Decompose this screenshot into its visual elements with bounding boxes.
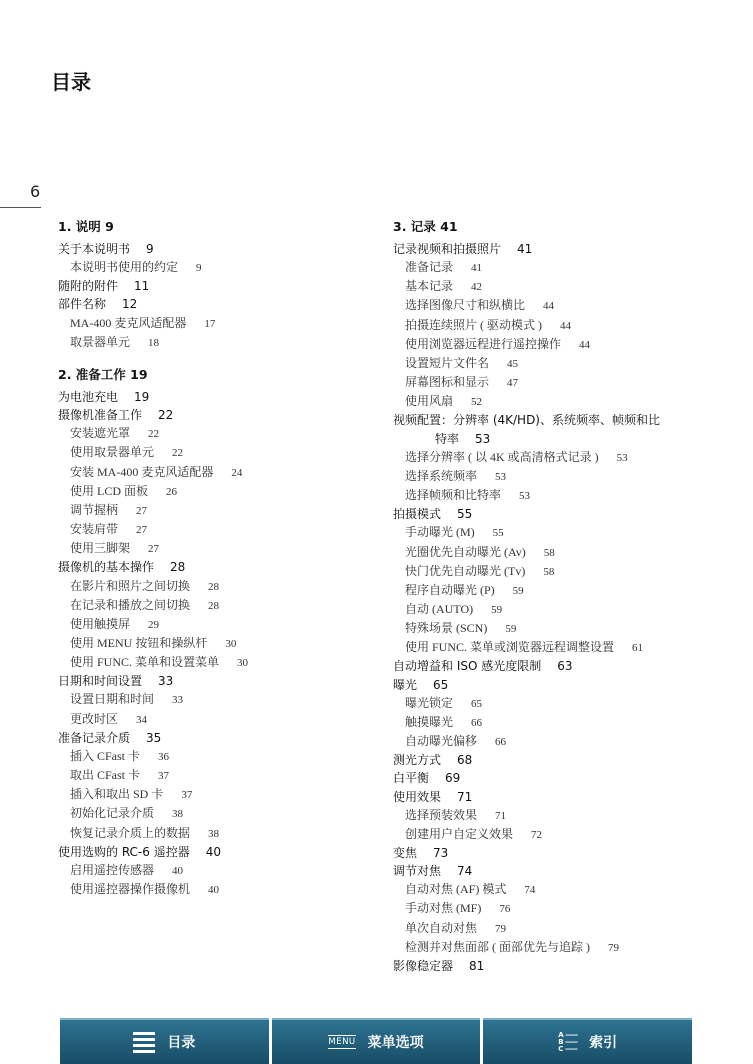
toc-entry-title: 使用取景器单元 (70, 445, 155, 460)
toc-subsection-link[interactable] (393, 880, 743, 899)
list-icon (133, 1032, 155, 1053)
toc-subsection-link[interactable] (58, 804, 388, 823)
index-icon-letter-a: A —— (558, 1032, 577, 1039)
toc-entry-title: 视频配置：分辨率 (4K/HD)、系统频率、帧频和比 (393, 413, 660, 428)
toc-entry-title: 屏幕图标和显示 (405, 375, 490, 390)
toc-section-link[interactable] (58, 406, 388, 424)
toc-subsection-link[interactable] (58, 785, 388, 804)
toc-entry-page-number: 59 (505, 623, 517, 636)
toc-entry-page-number: 53 (616, 451, 628, 464)
toc-entry-page-number: 29 (148, 618, 160, 631)
toc-subsection-link[interactable] (393, 354, 743, 373)
toc-subsection-link[interactable] (58, 314, 388, 333)
toc-section-link[interactable] (58, 843, 388, 861)
toc-subsection-link[interactable] (393, 335, 743, 354)
toc-entry-title: 使用触摸屏 (70, 616, 131, 631)
index-icon-letter-c: C —— (558, 1046, 577, 1053)
toc-chapter-heading[interactable]: 2. 准备工作 19 (58, 366, 148, 382)
toc-entry-page-number: 40 (208, 884, 220, 896)
toc-section-link[interactable] (393, 788, 743, 806)
toc-entry-title: 检测并对焦面部 ( 面部优先与追踪 ) (405, 939, 590, 954)
toc-entry-title: 日期和时间设置 (58, 674, 143, 689)
toc-entry-page-number: 45 (507, 357, 519, 370)
toc-subsection-link[interactable] (393, 899, 743, 918)
toc-entry-page-number: 44 (579, 338, 591, 351)
toc-right-column (393, 218, 743, 975)
toc-entry-title: 自动 (AUTO) (405, 601, 474, 616)
toc-subsection-link[interactable] (393, 732, 743, 751)
toc-chapter-heading[interactable]: 3. 记录 41 (393, 219, 458, 234)
toc-subsection-link[interactable] (58, 861, 388, 880)
toc-section-link[interactable] (393, 844, 743, 862)
toc-entry-page-number: 61 (632, 642, 644, 655)
toc-section-link[interactable] (58, 240, 388, 258)
toc-entry-page-number: 66 (471, 716, 483, 729)
toc-entry-page-number: 65 (433, 677, 449, 692)
toc-entry-title: 特殊场景 (SCN) (405, 621, 488, 636)
toc-entry-page-number: 71 (495, 809, 507, 822)
toc-entry-page-number: 40 (205, 844, 221, 859)
toc-subsection-link[interactable] (393, 543, 743, 562)
toc-entry-title: 设置短片文件名 (405, 355, 490, 370)
toc-entry-page-number: 28 (170, 560, 186, 575)
toc-entry-title: 调节对焦 (393, 864, 442, 879)
toc-entry-page-number: 9 (146, 242, 154, 256)
toc-section-link[interactable] (393, 769, 743, 787)
toc-entry-page-number: 34 (136, 713, 148, 726)
toc-entry-title: 本说明书使用的约定 (70, 260, 179, 275)
toc-subsection-link[interactable] (58, 690, 388, 709)
toc-entry-title: 安装 MA-400 麦克风适配器 (70, 464, 214, 479)
toc-subsection-link[interactable] (58, 333, 388, 352)
toc-subsection-link[interactable] (58, 634, 388, 653)
toc-entry-page-number: 53 (495, 470, 507, 483)
index-icon-letter-b: B —— (558, 1039, 577, 1046)
toc-entry-title: 摄像机准备工作 (58, 408, 143, 423)
toc-subsection-link[interactable] (393, 919, 743, 938)
page-number-rule (0, 207, 41, 208)
toc-entry-title: 在影片和照片之间切换 (70, 578, 191, 593)
toc-entry-page-number: 28 (208, 599, 220, 612)
toc-entry-page-number: 59 (491, 603, 503, 616)
toc-entry-page-number: 55 (492, 527, 504, 540)
toc-section-link[interactable] (393, 862, 743, 880)
toc-entry-title: 选择图像尺寸和纵横比 (405, 298, 526, 313)
toc-entry-page-number: 38 (208, 827, 220, 840)
toc-entry-title: 安装肩带 (70, 522, 119, 537)
toc-entry-title: 使用效果 (393, 789, 442, 804)
toc-entry-title: 在记录和播放之间切换 (70, 597, 191, 612)
toc-entry-title: 摄像机的基本操作 (58, 560, 155, 575)
toc-chapter-heading[interactable]: 1. 说明 9 (58, 219, 114, 234)
toc-subsection-link[interactable] (58, 615, 388, 634)
toc-entry-page-number: 22 (158, 408, 174, 423)
toc-entry-page-number: 74 (524, 884, 536, 897)
toc-subsection-link[interactable] (58, 520, 388, 539)
toc-subsection-link[interactable] (58, 747, 388, 766)
toc-subsection-link[interactable] (393, 523, 743, 542)
toc-entry-title: 设置日期和时间 (70, 692, 155, 707)
toc-entry-page-number: 74 (457, 864, 473, 879)
toc-entry-page-number: 22 (172, 447, 184, 460)
toc-subsection-link[interactable] (393, 638, 743, 657)
toc-subsection-link[interactable] (58, 577, 388, 596)
toc-entry-title: 单次自动对焦 (405, 920, 478, 935)
toc-entry-page-number: 47 (507, 377, 519, 390)
index-nav-button[interactable] (483, 1018, 692, 1064)
toc-entry-page-number: 41 (517, 242, 533, 256)
toc-entry-title: 白平衡 (393, 771, 430, 786)
toc-entry-title: 关于本说明书 (58, 242, 131, 256)
toc-subsection-link[interactable] (58, 653, 388, 672)
toc-section-link[interactable] (58, 558, 388, 576)
toc-entry-page-number: 37 (181, 789, 193, 802)
menu-options-nav-label: 菜单选项 (367, 1035, 424, 1051)
toc-subsection-link[interactable] (58, 766, 388, 785)
toc-entry-title: 记录视频和拍摄照片 (393, 242, 502, 256)
toc-entry-page-number: 73 (433, 846, 449, 860)
toc-entry-page-number: 12 (122, 297, 138, 312)
toc-section-link[interactable] (58, 729, 388, 747)
toc-entry-page-number: 58 (543, 546, 555, 559)
toc-entry-title: 使用遥控器操作摄像机 (70, 882, 191, 896)
menu-icon: MENU (328, 1037, 356, 1047)
toc-subsection-link[interactable] (58, 596, 388, 615)
toc-subsection-link[interactable] (393, 486, 743, 505)
toc-entry-page-number: 27 (136, 504, 148, 517)
toc-entry-page-number: 71 (457, 789, 473, 804)
toc-subsection-link[interactable] (58, 539, 388, 558)
toc-left-column (58, 218, 388, 899)
toc-section-link[interactable] (393, 957, 743, 975)
toc-entry-page-number: 44 (560, 319, 571, 332)
toc-entry-page-number: 38 (172, 808, 184, 821)
toc-entry-title: 基本记录 (405, 279, 454, 294)
toc-entry-title: 恢复记录介质上的数据 (70, 825, 191, 840)
toc-entry-page-number: 27 (148, 543, 160, 556)
toc-entry-page-number: 30 (225, 637, 237, 650)
toc-subsection-link[interactable] (393, 825, 743, 844)
toc-entry-page-number: 76 (499, 903, 511, 916)
toc-entry-page-number: 55 (457, 507, 473, 522)
toc-entry-title: 为电池充电 (58, 389, 119, 404)
toc-entry-title: 选择系统频率 (405, 468, 478, 483)
toc-section-link[interactable] (393, 676, 743, 694)
toc-subsection-link[interactable] (58, 880, 388, 899)
toc-entry-page-number: 65 (471, 697, 483, 710)
toc-subsection-link[interactable] (58, 258, 388, 277)
toc-section-link[interactable] (393, 505, 743, 523)
toc-subsection-link[interactable] (58, 824, 388, 843)
toc-section-link[interactable] (393, 240, 743, 258)
bottom-navigation-bar (60, 1018, 692, 1064)
toc-section-link[interactable] (393, 430, 743, 448)
toc-entry-page-number: 33 (158, 674, 174, 689)
page-title: 目录 (51, 70, 91, 94)
toc-entry-page-number: 81 (469, 958, 485, 973)
toc-entry-page-number: 79 (608, 941, 619, 954)
toc-entry-title: 变焦 (393, 846, 418, 860)
toc-entry-page-number: 52 (471, 396, 483, 409)
toc-entry-title: 光圈优先自动曝光 (Av) (405, 544, 526, 559)
toc-subsection-link[interactable] (393, 316, 743, 335)
toc-entry-title: 启用遥控传感器 (70, 862, 155, 877)
toc-entry-page-number: 17 (204, 317, 216, 330)
toc-entry-title: 初始化记录介质 (70, 806, 155, 821)
toc-entry-title: 手动曝光 (M) (405, 525, 475, 540)
toc-entry-title: 测光方式 (393, 753, 442, 768)
toc-nav-button[interactable] (60, 1018, 269, 1064)
toc-entry-page-number: 42 (471, 281, 483, 294)
toc-entry-page-number: 24 (231, 466, 243, 479)
toc-entry-page-number: 66 (495, 736, 507, 749)
toc-section-link[interactable] (58, 295, 388, 313)
toc-entry-title: 选择分辨率 ( 以 4K 或高清格式记录 ) (405, 449, 599, 464)
toc-subsection-link[interactable] (393, 581, 743, 600)
toc-entry-title: 插入 CFast 卡 (70, 748, 141, 763)
toc-subsection-link[interactable] (393, 562, 743, 581)
toc-entry-page-number: 79 (495, 922, 507, 935)
toc-entry-title: 使用 MENU 按钮和操纵杆 (70, 635, 208, 650)
toc-entry-title: 创建用户自定义效果 (405, 826, 514, 841)
toc-entry-title: 部件名称 (58, 297, 107, 312)
toc-entry-title: 使用 FUNC. 菜单或浏览器远程调整设置 (405, 640, 615, 655)
toc-subsection-link[interactable] (393, 296, 743, 315)
page-number: 6 (30, 182, 41, 201)
toc-subsection-link[interactable] (393, 938, 743, 957)
toc-entry-title: 使用风扇 (405, 394, 454, 409)
toc-entry-title: 更改时区 (70, 711, 119, 726)
toc-entry-page-number: 35 (146, 730, 162, 745)
toc-entry-title: 使用选购的 RC-6 遥控器 (58, 844, 190, 859)
toc-subsection-link[interactable] (393, 373, 743, 392)
toc-entry-page-number: 53 (519, 490, 531, 503)
toc-entry-title: 手动对焦 (MF) (405, 901, 482, 916)
toc-entry-title: 自动增益和 ISO 感光度限制 (393, 659, 542, 674)
toc-entry-page-number: 37 (158, 770, 170, 783)
toc-entry-page-number: 33 (172, 694, 184, 707)
toc-entry-page-number: 36 (158, 750, 170, 763)
toc-entry-page-number: 72 (531, 828, 543, 841)
toc-entry-title: 选择帧频和比特率 (405, 488, 502, 503)
toc-section-link[interactable] (393, 657, 743, 675)
toc-subsection-link[interactable] (58, 463, 388, 482)
toc-entry-title: 曝光 (393, 677, 418, 692)
toc-entry-title: 特率 (435, 431, 460, 446)
toc-subsection-link[interactable] (58, 501, 388, 520)
toc-entry-title: 使用 FUNC. 菜单和设置菜单 (70, 655, 220, 670)
toc-entry-title: 触摸曝光 (405, 714, 454, 729)
toc-entry-title: 选择预装效果 (405, 807, 478, 822)
toc-entry-page-number: 18 (148, 336, 160, 349)
toc-subsection-link[interactable] (393, 600, 743, 619)
toc-entry-page-number: 63 (557, 659, 573, 674)
toc-subsection-link[interactable] (393, 277, 743, 296)
toc-entry-page-number: 27 (136, 524, 148, 537)
toc-entry-title: 自动曝光偏移 (405, 734, 478, 749)
toc-section-link[interactable] (58, 388, 388, 406)
toc-entry-page-number: 26 (166, 485, 178, 498)
menu-options-nav-button[interactable] (272, 1018, 481, 1064)
toc-entry-title: 取出 CFast 卡 (70, 768, 141, 783)
toc-section-link[interactable] (58, 277, 388, 295)
toc-subsection-link[interactable] (58, 443, 388, 462)
toc-section-link[interactable] (393, 751, 743, 769)
toc-entry-page-number: 11 (134, 279, 150, 294)
toc-entry-title: 调节握柄 (70, 502, 119, 517)
toc-entry-page-number: 28 (208, 580, 220, 593)
toc-entry-title: 准备记录介质 (58, 730, 131, 745)
toc-nav-label: 目录 (167, 1035, 196, 1051)
toc-entry-page-number: 9 (196, 262, 202, 275)
toc-entry-title: 准备记录 (405, 260, 454, 275)
toc-entry-title: 拍摄模式 (393, 507, 442, 522)
toc-subsection-link[interactable] (393, 806, 743, 825)
toc-subsection-link[interactable] (393, 694, 743, 713)
abc-index-icon (558, 1032, 577, 1053)
toc-subsection-link[interactable] (393, 258, 743, 277)
toc-entry-page-number: 22 (148, 428, 160, 441)
toc-subsection-link[interactable] (393, 467, 743, 486)
toc-entry-title: 拍摄连续照片 ( 驱动模式 ) (405, 317, 542, 332)
toc-entry-title: 安装遮光罩 (70, 426, 131, 441)
toc-entry-title: 快门优先自动曝光 (Tv) (405, 563, 526, 578)
toc-subsection-link[interactable] (58, 710, 388, 729)
toc-entry-page-number: 41 (471, 262, 483, 275)
toc-entry-title: 随附的附件 (58, 279, 119, 294)
toc-entry-page-number: 40 (172, 864, 184, 877)
toc-entry-title: 使用 LCD 面板 (70, 483, 149, 498)
toc-entry-page-number: 69 (445, 771, 461, 786)
toc-entry-page-number: 58 (543, 565, 555, 578)
toc-section-link[interactable] (58, 672, 388, 690)
toc-entry-page-number: 59 (512, 584, 524, 597)
toc-entry-title: 曝光锁定 (405, 695, 454, 710)
toc-entry-title: MA-400 麦克风适配器 (70, 315, 187, 330)
toc-entry-title: 程序自动曝光 (P) (405, 582, 495, 597)
toc-entry-title: 自动对焦 (AF) 模式 (405, 882, 507, 897)
toc-entry-title: 使用浏览器远程进行遥控操作 (405, 336, 562, 351)
toc-entry-title: 使用三脚架 (70, 541, 131, 556)
toc-subsection-link[interactable] (393, 619, 743, 638)
toc-entry-page-number: 68 (457, 753, 473, 768)
toc-entry-title: 影像稳定器 (393, 958, 454, 973)
toc-entry-title: 插入和取出 SD 卡 (70, 787, 164, 802)
toc-entry-page-number: 30 (237, 657, 249, 670)
toc-entry-title: 取景器单元 (70, 334, 131, 349)
toc-entry-page-number: 44 (543, 300, 555, 313)
toc-subsection-link[interactable] (58, 482, 388, 501)
toc-subsection-link[interactable] (393, 392, 743, 411)
toc-entry-page-number: 53 (475, 431, 491, 446)
toc-section-link[interactable] (393, 411, 743, 429)
toc-subsection-link[interactable] (393, 713, 743, 732)
toc-subsection-link[interactable] (393, 448, 743, 467)
toc-subsection-link[interactable] (58, 424, 388, 443)
index-nav-label: 索引 (589, 1035, 618, 1051)
toc-entry-page-number: 19 (134, 389, 150, 404)
